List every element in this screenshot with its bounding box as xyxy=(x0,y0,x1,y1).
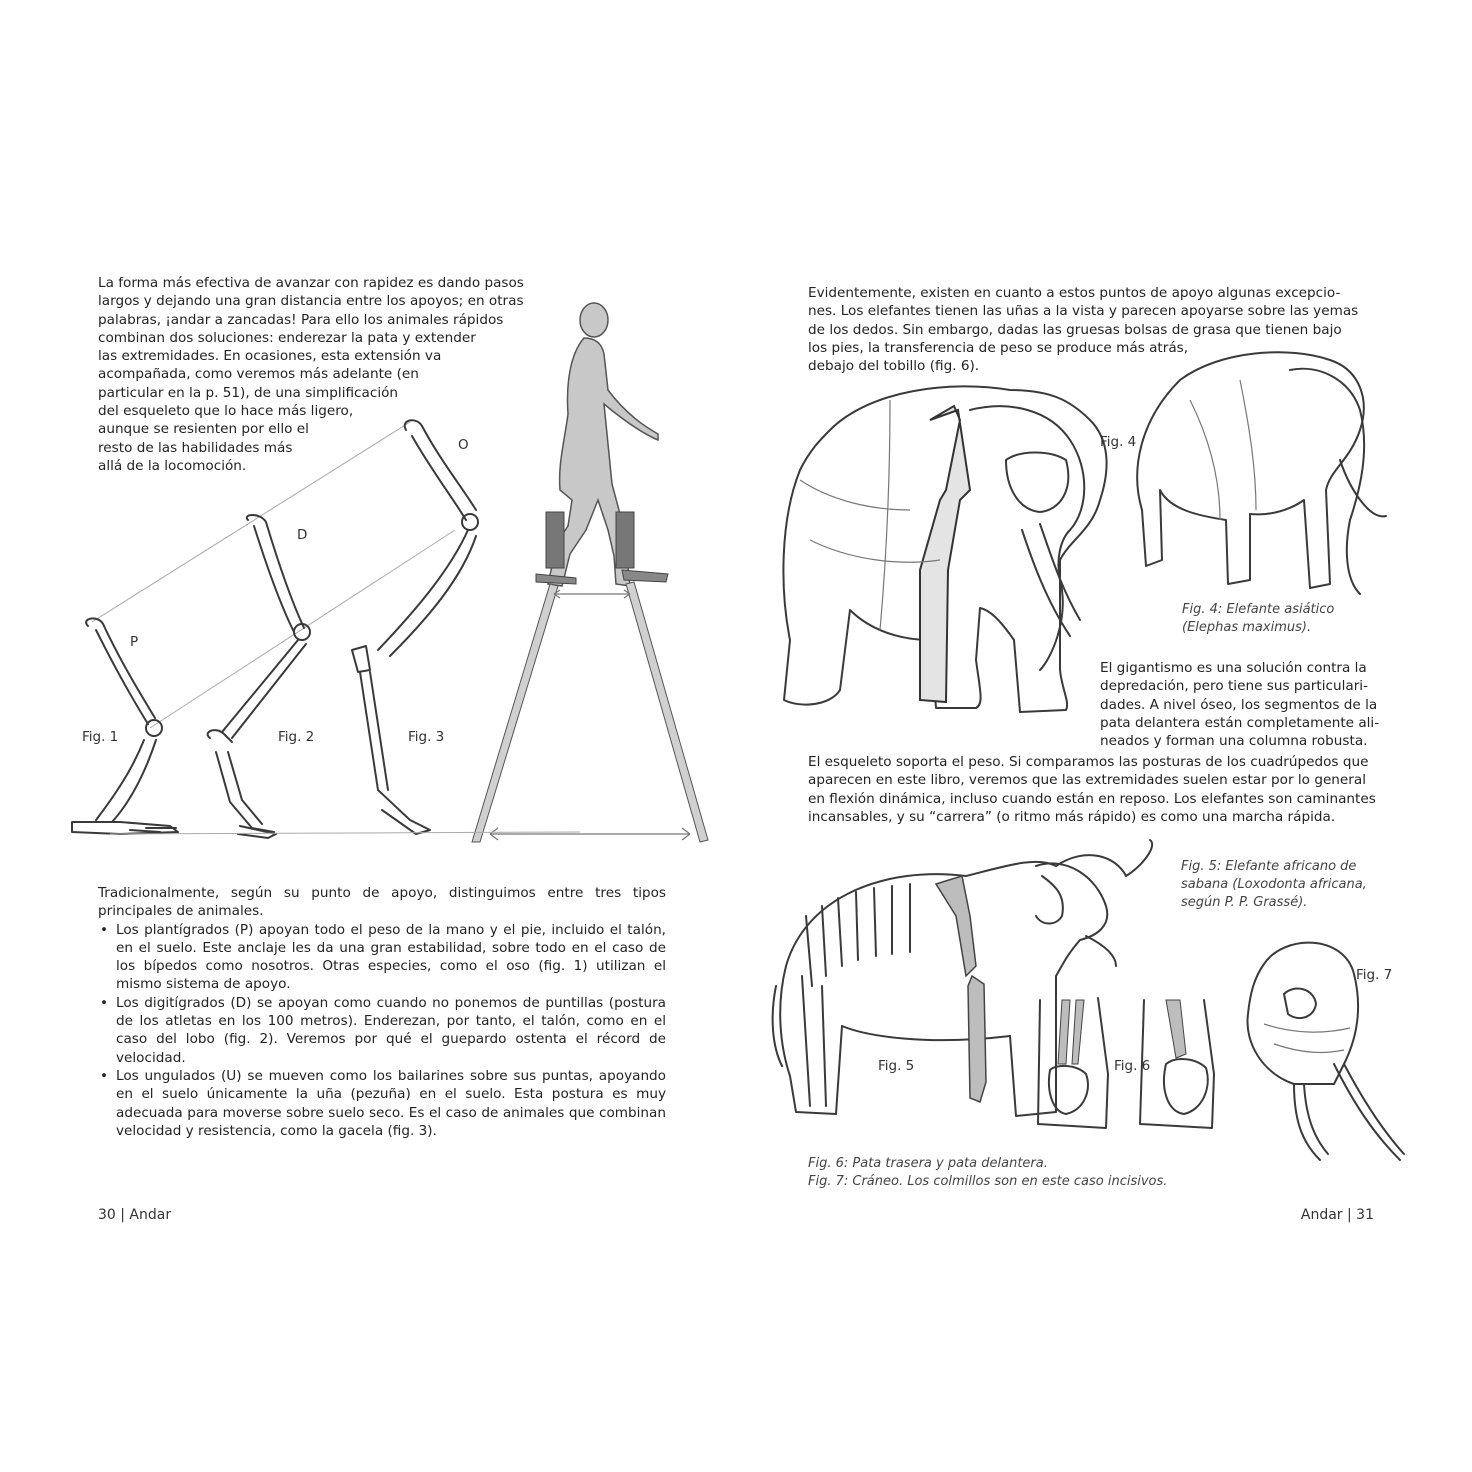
text-line: en flexión dinámica, incluso cuando están en reposo. Los elefantes son caminantes xyxy=(808,790,1376,807)
text-line: neados y forman una columna robusta. xyxy=(1100,733,1368,750)
fig2-label: Fig. 2 xyxy=(278,729,315,745)
text-line: aparecen en este libro, veremos que las extremidades suelen estar por lo general xyxy=(808,772,1366,789)
right-folio: Andar | 31 xyxy=(1300,1207,1374,1223)
text-line: allá de la locomoción. xyxy=(98,457,247,474)
caption-line: Fig. 4: Elefante asiático xyxy=(1182,602,1335,617)
text-line: aunque se resienten por ello el xyxy=(98,421,309,438)
stilt-walker-illustration xyxy=(458,294,718,854)
types-intro: Tradicionalmente, según su punto de apoyo, distinguimos entre tres tipos principales de animales. xyxy=(98,885,666,920)
types-list xyxy=(98,921,666,1141)
fig5-label: Fig. 5 xyxy=(878,1058,915,1074)
text-line: acompañada, como veremos más adelante (en xyxy=(98,366,419,383)
left-folio: 30 | Andar xyxy=(98,1207,172,1223)
caption-line: Fig. 5: Elefante africano de xyxy=(1181,859,1357,874)
text-line: dades. A nivel óseo, los segmentos de la xyxy=(1100,696,1378,713)
text-line: El esqueleto soporta el peso. Si comparamos las posturas de los cuadrúpedos que xyxy=(808,754,1369,770)
fig4-caption xyxy=(1182,601,1334,637)
text-line: La forma más efectiva de avanzar con rapidez es dando pasos xyxy=(98,275,524,291)
text-line: del esqueleto que lo hace más ligero, xyxy=(98,403,354,420)
text-line: Evidentemente, existen en cuanto a estos puntos de apoyo algunas excepcio- xyxy=(808,285,1341,301)
gigantism-paragraph xyxy=(1100,659,1380,750)
text-line: nes. Los elefantes tienen las uñas a la vista y parecen apoyarse sobre las yemas xyxy=(808,303,1359,320)
text-line: incansables, y su “carrera” (o ritmo más rápido) es como una marcha rápida. xyxy=(808,808,1336,825)
fig4-label: Fig. 4 xyxy=(1100,434,1137,450)
fig3-label: Fig. 3 xyxy=(408,729,445,745)
fig6-label: Fig. 6 xyxy=(1114,1058,1151,1074)
ground-line xyxy=(110,828,590,838)
support-types-section xyxy=(98,884,666,1140)
caption-line: (Elephas maximus). xyxy=(1182,620,1312,635)
caption-line: Fig. 6: Pata trasera y pata delantera. xyxy=(808,1156,1048,1171)
text-line: los pies, la transferencia de peso se produce más atrás, xyxy=(808,339,1189,356)
text-line: debajo del tobillo (fig. 6). xyxy=(808,358,980,375)
text-line: El gigantismo es una solución contra la xyxy=(1100,660,1367,676)
fig5-caption xyxy=(1181,858,1367,912)
fig1-label: Fig. 1 xyxy=(82,729,119,745)
text-line: particular en la p. 51), de una simplificación xyxy=(98,384,399,401)
unguligrade-label: O xyxy=(458,437,469,453)
text-line: las extremidades. En ocasiones, esta extensión va xyxy=(98,348,442,365)
text-line: de los dedos. Sin embargo, dadas las gruesas bolsas de grasa que tienen bajo xyxy=(808,321,1342,338)
caption-line: Fig. 7: Cráneo. Los colmillos son en este caso incisivos. xyxy=(808,1174,1168,1189)
list-item: • Los digitígrados (D) se apoyan como cuando no ponemos de puntillas (postura de los atletas en los 100 metros). Enderezan, por tanto, el talón, como en el caso del lobo (fig. 2). Veremos por qué el guepardo ostenta el récord de velocidad. xyxy=(98,994,666,1067)
text-line: depredación, pero tiene sus particulari- xyxy=(1100,678,1368,695)
text-line: largos y dejando una gran distancia entre los apoyos; en otras xyxy=(98,293,524,310)
caption-line: según P. P. Grassé). xyxy=(1181,895,1308,910)
text-line: pata delantera están completamente ali- xyxy=(1100,714,1380,731)
text-line: resto de las habilidades más xyxy=(98,439,293,456)
list-item: • Los ungulados (U) se mueven como los bailarines sobre sus puntas, apoyando en el suelo únicamente la uña (pezuña) en el suelo. Esta postura es muy adecuada para moverse sobre suelo seco. Es el caso de animales que combinan velocidad y resistencia, como la gacela (fig. 3). xyxy=(98,1067,666,1140)
fig67-caption xyxy=(808,1155,1167,1191)
plantigrade-label: P xyxy=(130,634,139,650)
fig7-label: Fig. 7 xyxy=(1356,967,1393,983)
text-line: combinan dos soluciones: enderezar la pata y extender xyxy=(98,329,476,346)
text-line: palabras, ¡andar a zancadas! Para ello los animales rápidos xyxy=(98,311,504,328)
skeleton-paragraph xyxy=(808,753,1376,826)
digitigrade-label: D xyxy=(297,527,308,543)
caption-line: sabana (Loxodonta africana, xyxy=(1181,877,1367,892)
list-item: • Los plantígrados (P) apoyan todo el peso de la mano y el pie, incluido el talón, en el suelo. Este anclaje les da una gran estabilidad, sobre todo en el caso de los bípedos como nosotros. Otras especies, como el oso (fig. 1) utilizan el mismo sistema de apoyo. xyxy=(98,921,666,994)
